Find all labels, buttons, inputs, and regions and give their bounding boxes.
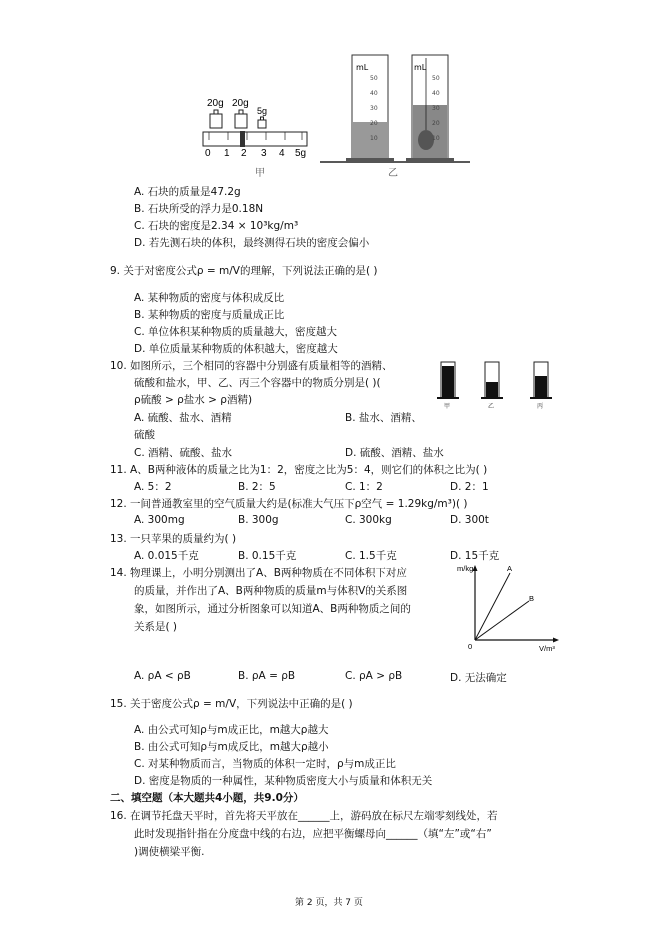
q8-option-c: C. 石块的密度是2.34 × 10³kg/m³ [134, 220, 299, 232]
q14-option-c: C. ρA > ρB [345, 670, 403, 682]
q10-label-bing: 丙 [537, 403, 544, 410]
weight-label-1: 20g [207, 98, 224, 109]
q14-graph-xlabel: V/m³ [539, 644, 555, 653]
q16-line-1: 16. 在调节托盘天平时，首先将天平放在______上，游码放在标尺左端零刻线处，若 [110, 810, 498, 822]
scale-tick-4: 4 [279, 148, 285, 159]
q12-option-d: D. 300t [450, 514, 489, 526]
q14-option-b: B. ρA = ρB [238, 670, 296, 682]
svg-text:10: 10 [370, 135, 378, 142]
q14-line-3: 象，如图所示，通过分析图象可以知道A、B两种物质之间的 [134, 603, 411, 615]
q14-line-b [475, 601, 529, 640]
scale-tick-1: 1 [224, 148, 230, 159]
q10-option-b-cont: 硫酸 [134, 429, 155, 441]
q11-option-b: B. 2：5 [238, 481, 276, 493]
q12-stem: 12. 一间普通教室里的空气质量大约是(标准大气压下ρ空气 = 1.29kg/m³)( ) [110, 498, 468, 510]
q15-option-a: A. 由公式可知ρ与m成正比，m越大ρ越大 [134, 724, 329, 736]
q14-option-d: D. 无法确定 [450, 672, 507, 684]
weight-label-2: 20g [232, 98, 249, 109]
q10-stem-2: 硫酸和盐水，甲、乙、丙三个容器中的物质分别是( )( [134, 377, 381, 389]
svg-text:20: 20 [432, 120, 440, 127]
cyl1-unit: mL [356, 63, 369, 72]
q10-containers-figure [437, 358, 557, 410]
q15-stem: 15. 关于密度公式ρ = m/V，下列说法中正确的是( ) [110, 698, 353, 710]
svg-text:30: 30 [370, 105, 378, 112]
caption-yi: 乙 [388, 168, 398, 179]
q13-stem: 13. 一只苹果的质量约为( ) [110, 533, 237, 545]
cylinders-figure [320, 50, 470, 180]
q12-option-b: B. 300g [238, 514, 279, 526]
svg-text:50: 50 [370, 75, 378, 82]
scale-tick-5: 5g [295, 148, 307, 159]
svg-text:30: 30 [432, 105, 440, 112]
svg-text:20: 20 [370, 120, 378, 127]
q13-option-d: D. 15千克 [450, 550, 500, 562]
q10-label-yi: 乙 [488, 403, 495, 410]
q10-option-a: A. 硫酸、盐水、酒精 [134, 412, 232, 424]
q8-option-d: D. 若先测石块的体积，最终测得石块的密度会偏小 [134, 237, 370, 249]
q10-stem-1: 10. 如图所示，三个相同的容器中分别盛有质量相等的酒精、 [110, 360, 393, 372]
scale-tick-2: 2 [241, 148, 247, 159]
q15-option-d: D. 密度是物质的一种属性，某种物质密度大小与质量和体积无关 [134, 775, 433, 787]
q14-line-a [475, 573, 510, 640]
q10-label-jia: 甲 [444, 403, 451, 410]
q12-option-a: A. 300mg [134, 514, 185, 526]
q10-stem-3: ρ硫酸 > ρ盐水 > ρ酒精) [134, 394, 253, 406]
q11-option-a: A. 5：2 [134, 481, 172, 493]
q14-line-2: 的质量，并作出了A、B两种物质的质量m与体积V的关系图 [134, 585, 408, 597]
q13-option-a: A. 0.015千克 [134, 550, 199, 562]
q12-option-c: C. 300kg [345, 514, 392, 526]
svg-text:40: 40 [370, 90, 378, 97]
q13-option-c: C. 1.5千克 [345, 550, 397, 562]
q14-graph-origin: 0 [468, 642, 473, 651]
q14-mass-volume-graph [455, 560, 565, 655]
q9-option-b: B. 某种物质的密度与质量成正比 [134, 309, 285, 321]
weight-label-3: 5g [257, 106, 268, 116]
q13-option-b: B. 0.15千克 [238, 550, 297, 562]
q14-graph-label-b: B [529, 594, 535, 603]
page-footer: 第 2 页，共 7 页 [295, 898, 363, 908]
cyl2-unit: mL [414, 63, 427, 72]
q15-option-b: B. 由公式可知ρ与m成反比，m越大ρ越小 [134, 741, 329, 753]
q9-stem: 9. 关于对密度公式ρ = m/V的理解，下列说法正确的是( ) [110, 265, 378, 277]
q11-option-d: D. 2：1 [450, 481, 489, 493]
q11-option-c: C. 1：2 [345, 481, 383, 493]
q14-option-a: A. ρA < ρB [134, 670, 191, 682]
q10-option-c: C. 酒精、硫酸、盐水 [134, 447, 233, 459]
q9-option-c: C. 单位体积某种物质的质量越大，密度越大 [134, 326, 338, 338]
svg-text:40: 40 [432, 90, 440, 97]
q16-line-2: 此时发现指针指在分度盘中线的右边，应把平衡螺母向______（填“左”或“右” [134, 828, 492, 840]
q16-line-3: )调使横梁平衡. [134, 846, 205, 858]
q14-graph-ylabel: m/kg [457, 564, 474, 573]
q14-line-4: 关系是( ) [134, 621, 178, 633]
q11-stem: 11. A、B两种液体的质量之比为1：2，密度之比为5：4，则它们的体积之比为( ) [110, 464, 488, 476]
q14-graph-label-a: A [507, 564, 513, 573]
balance-weights-figure [195, 90, 315, 180]
svg-text:10: 10 [432, 135, 440, 142]
svg-text:50: 50 [432, 75, 440, 82]
q10-option-b: B. 盐水、酒精、 [345, 412, 422, 424]
q10-option-d: D. 硫酸、酒精、盐水 [345, 447, 444, 459]
q9-option-d: D. 单位质量某种物质的体积越大，密度越大 [134, 343, 338, 355]
q14-line-1: 14. 物理课上，小明分别测出了A、B两种物质在不同体积下对应 [110, 567, 407, 579]
scale-tick-0: 0 [205, 148, 211, 159]
q8-option-b: B. 石块所受的浮力是0.18N [134, 203, 264, 215]
q15-option-c: C. 对某种物质而言，当物质的体积一定时，ρ与m成正比 [134, 758, 396, 770]
q9-option-a: A. 某种物质的密度与体积成反比 [134, 292, 285, 304]
scale-tick-3: 3 [261, 148, 267, 159]
q8-option-a: A. 石块的质量是47.2g [134, 186, 241, 198]
section-fill-in-title: 二、填空题（本大题共4小题，共9.0分） [110, 792, 304, 804]
caption-jia: 甲 [255, 168, 265, 179]
